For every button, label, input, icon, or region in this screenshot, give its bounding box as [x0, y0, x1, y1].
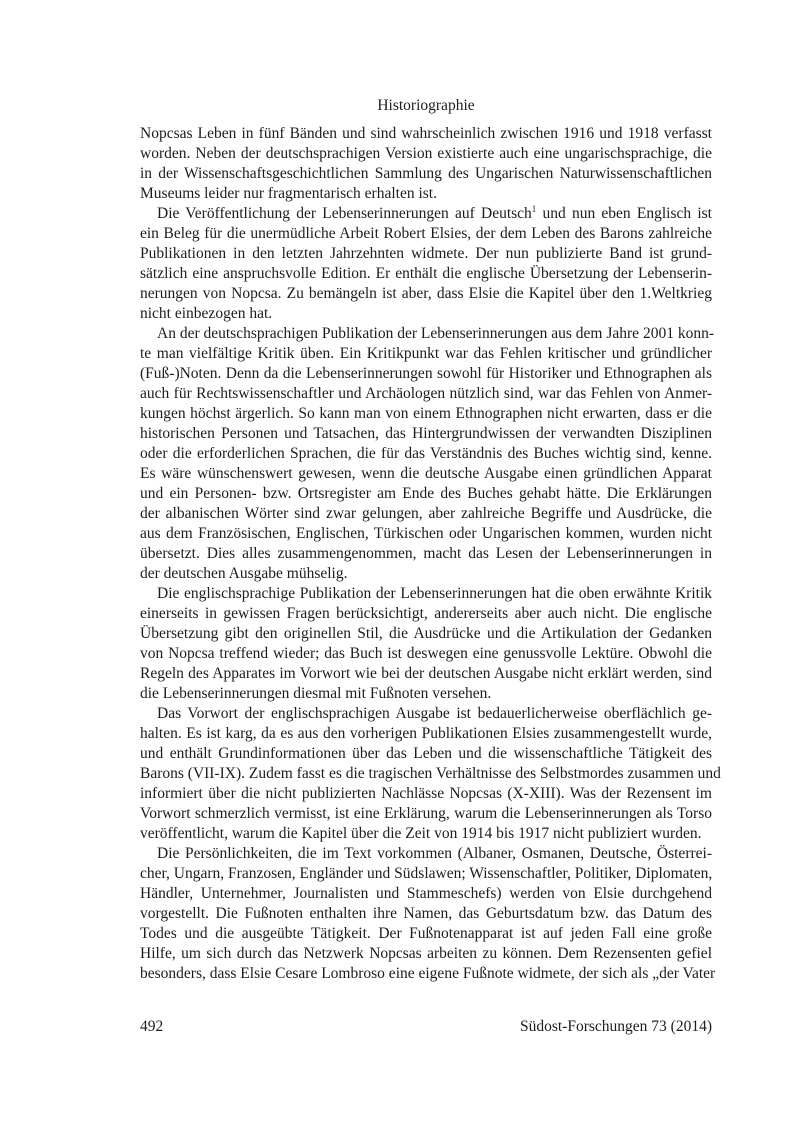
text-line: te man vielfältige Kritik üben. Ein Kritikpunkt war das Fehlen kritischer und gründlicher	[140, 345, 712, 362]
journal-citation: Südost-Forschungen 73 (2014)	[519, 1018, 712, 1035]
page-number: 492	[140, 1018, 164, 1035]
paragraph	[140, 844, 716, 984]
text-line: übersetzt. Dies alles zusammengenommen, macht das Lesen der Lebenserinnerungen in	[140, 545, 712, 562]
text-line: und enthält Grundinformationen über das Leben und die wissenschaftliche Tätigkeit des	[140, 745, 712, 762]
text-line: Barons (VII-IX). Zudem fasst es die tragischen Verhältnisse des Selbstmordes zusammen und	[140, 765, 721, 782]
text-line: worden. Neben der deutschsprachigen Version existierte auch eine ungarischsprachige, die	[140, 145, 712, 162]
text-line: Museums leider nur fragmentarisch erhalten ist.	[140, 185, 437, 202]
body-text	[140, 124, 721, 984]
text-line: sätzlich eine anspruchsvolle Edition. Er enthält die englische Übersetzung der Lebenserin-	[140, 265, 712, 282]
text-line: Nopcsas Leben in fünf Bänden und sind wahrscheinlich zwischen 1916 und 1918 verfasst	[140, 125, 712, 142]
text-line: historischen Personen und Tatsachen, das Hintergrundwissen der verwandten Disziplinen	[140, 425, 712, 442]
text-line: (Fuß-)Noten. Denn da die Lebenserinnerungen sowohl für Historiker und Ethnographen als	[140, 365, 712, 382]
footnote-marker: 1	[531, 204, 537, 214]
text-line: An der deutschsprachigen Publikation der Lebenserinnerungen aus dem Jahre 2001 konn-	[157, 325, 714, 342]
text-line: einerseits in gewissen Fragen berücksichtigt, andererseits aber auch nicht. Die englische	[140, 605, 712, 622]
text-line: der deutschen Ausgabe mühselig.	[140, 565, 348, 582]
text-line: nerungen von Nopcsa. Zu bemängeln ist aber, dass Elsie die Kapitel über den 1.Weltkrieg	[140, 285, 712, 302]
text-line: in der Wissenschaftsgeschichtlichen Sammlung des Ungarischen Naturwissenschaftlichen	[140, 165, 712, 182]
text-line: Todes und die ausgeübte Tätigkeit. Der Fußnotenapparat ist auf jeden Fall eine große	[140, 925, 712, 942]
text-segment: Die Veröffentlichung der Lebenserinnerungen auf Deutsch	[157, 205, 532, 222]
text-line: der albanischen Wörter sind zwar gelungen, aber zahlreiche Begriffe und Ausdrücke, die	[140, 505, 712, 522]
text-line: oder die erforderlichen Sprachen, die für das Verständnis des Buches wichtig sind, kenne.	[140, 445, 712, 462]
paragraph	[140, 204, 712, 324]
text-line: Es wäre wünschenswert gewesen, wenn die deutsche Ausgabe einen gründlichen Apparat	[140, 465, 712, 482]
text-line: veröffentlicht, warum die Kapitel über die Zeit von 1914 bis 1917 nicht publiziert wurden.	[140, 825, 702, 842]
text-line: nicht einbezogen hat.	[140, 305, 273, 322]
text-line: von Nopcsa treffend wieder; das Buch ist deswegen eine genussvolle Lektüre. Obwohl die	[140, 645, 712, 662]
text-line: Das Vorwort der englischsprachigen Ausgabe ist bedauerlicherweise oberflächlich ge-	[157, 705, 712, 722]
paragraph	[140, 124, 712, 204]
text-line: auch für Rechtswissenschaftler und Archäologen nützlich sind, war das Fehlen von Anmer-	[140, 385, 712, 402]
paragraph	[140, 584, 712, 704]
text-line: Hilfe, um sich durch das Netzwerk Nopcsas arbeiten zu können. Dem Rezensenten gefiel	[140, 945, 712, 962]
text-line: Die englischsprachige Publikation der Lebenserinnerungen hat die oben erwähnte Kritik	[157, 585, 712, 602]
text-line: Regeln des Apparates im Vorwort wie bei der deutschen Ausgabe nicht erklärt werden, sind	[140, 665, 712, 682]
text-line: die Lebenserinnerungen diesmal mit Fußnoten versehen.	[140, 685, 492, 702]
text-line: besonders, dass Elsie Cesare Lombroso eine eigene Fußnote widmete, der sich als „der Vater	[140, 965, 716, 982]
text-line: aus dem Französischen, Englischen, Türkischen oder Ungarischen kommen, wurden nicht	[140, 525, 712, 542]
text-line: Die Persönlichkeiten, die im Text vorkommen (Albaner, Osmanen, Deutsche, Österrei-	[157, 845, 712, 862]
text-segment: und nun eben Englisch ist	[536, 205, 712, 222]
text-line: halten. Es ist karg, da es aus den vorherigen Publikationen Elsies zusammengestellt wurde,	[140, 725, 712, 742]
text-line: vorgestellt. Die Fußnoten enthalten ihre Namen, das Geburtsdatum bzw. das Datum des	[140, 905, 712, 922]
paragraph	[140, 324, 712, 584]
text-line: Vorwort schmerzlich vermisst, ist eine Erklärung, warum die Lebenserinnerungen als Torso	[140, 805, 712, 822]
text-line: Händler, Unternehmer, Journalisten und Stammeschefs) werden von Elsie durchgehend	[140, 885, 712, 902]
text-line: und ein Personen- bzw. Ortsregister am Ende des Buches gehabt hätte. Die Erklärungen	[140, 485, 712, 502]
text-line: cher, Ungarn, Franzosen, Engländer und Südslawen; Wissenschaftler, Politiker, Diplomaten,	[140, 865, 713, 882]
paragraph	[140, 704, 721, 844]
text-line: Übersetzung gibt den originellen Stil, die Ausdrücke und die Artikulation der Gedanken	[140, 625, 712, 642]
running-head: Historiographie	[377, 97, 475, 114]
text-line: informiert über die nicht publizierten Nachlässe Nopcsas (X-XIII). Was der Rezensent im	[140, 785, 712, 802]
text-line	[140, 204, 712, 224]
text-line: ein Beleg für die unermüdliche Arbeit Robert Elsies, der dem Leben des Barons zahlreiche	[140, 225, 712, 242]
text-line: Publikationen in den letzten Jahrzehnten widmete. Der nun publizierte Band ist grund-	[140, 245, 712, 262]
text-line: kungen höchst ärgerlich. So kann man von einem Ethnographen nicht erwarten, dass er die	[140, 405, 712, 422]
